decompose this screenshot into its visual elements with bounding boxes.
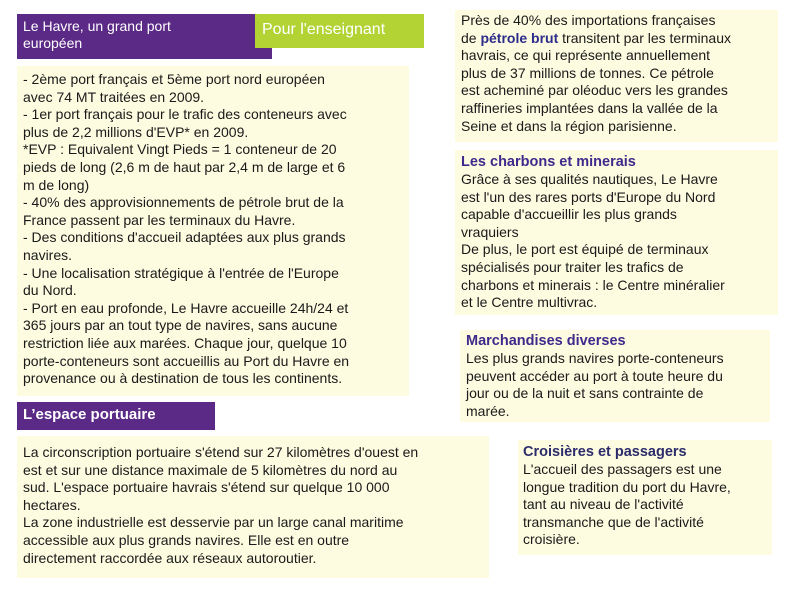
- port-facts-panel: - 2ème port français et 5ème port nord européen avec 74 MT traitées en 2009. - 1er port français pour le trafic des conteneurs avec plus de 2,2 millions d'EVP* en 2009. *EVP : Equivalent Vingt Pieds = 1 conteneur de 20 pieds de long (2,6 m de haut par 2,4 m de large et 6 m de long) - 40% des approvisionnements de pétrole brut de la France passent par les terminaux du Havre. - Des conditions d'accueil adaptées aux plus grands navires. - Une localisation stratégique à l'entrée de l'Europe du Nord. - Port en eau profonde, Le Havre accueille 24h/24 et 365 jours par an tout type de navires, sans aucune restriction liée aux marées. Chaque jour, quelque 10 porte-conteneurs sont accueillis au Port du Havre en provenance ou à destination de tous les continents.: [17, 66, 409, 396]
- petrole-highlight: pétrole brut: [480, 29, 559, 46]
- marchandises-title: Marchandises diverses: [466, 333, 626, 349]
- croisieres-panel: [518, 440, 772, 555]
- croisieres-text: L'accueil des passagers est une longue tradition du port du Havre, tant au niveau de l'activité transmanche que de l'activité croisière.: [523, 461, 731, 548]
- espace-portuaire-title: L’espace portuaire: [17, 402, 215, 430]
- page-title: Le Havre, un grand port européen: [17, 14, 272, 59]
- charbons-text: Grâce à ses qualités nautiques, Le Havre est l'un des rares ports d'Europe du Nord capable d'accueillir les plus grands vraquiers De plus, le port est équipé de terminaux spécialisés pour traiter les trafics de charbons et minerais : le Centre minéralier et le Centre multivrac.: [461, 171, 725, 311]
- marchandises-panel: [460, 330, 770, 422]
- espace-portuaire-text: La circonscription portuaire s'étend sur 27 kilomètres d'ouest en est et sur une distance maximale de 5 kilomètres du nord au sud. L'espace portuaire havrais s'étend sur quelque 10 000 hectares. La zone industrielle est desservie par un large canal maritime accessible aux plus grands navires. Elle est en outre directement raccordée aux réseaux autoroutier.: [17, 436, 489, 578]
- teacher-button[interactable]: Pour l'enseignant: [255, 14, 424, 48]
- petrole-text-before: Près de 40% des importations françaises de: [461, 12, 716, 46]
- petrole-panel: [455, 10, 778, 142]
- charbons-title: Les charbons et minerais: [461, 154, 636, 170]
- croisieres-title: Croisières et passagers: [523, 444, 687, 460]
- petrole-text-after: transitent par les terminaux havrais, ce qui représente annuellement plus de 37 millions de tonnes. Ce pétrole est acheminé par oléoduc vers les grandes raffineries implantées dans la vallée de la Seine et dans la région parisienne.: [461, 29, 731, 134]
- marchandises-text: Les plus grands navires porte-conteneurs peuvent accéder au port à toute heure du jour ou de la nuit et sans contrainte de marée.: [466, 350, 724, 419]
- charbons-panel: [455, 150, 778, 315]
